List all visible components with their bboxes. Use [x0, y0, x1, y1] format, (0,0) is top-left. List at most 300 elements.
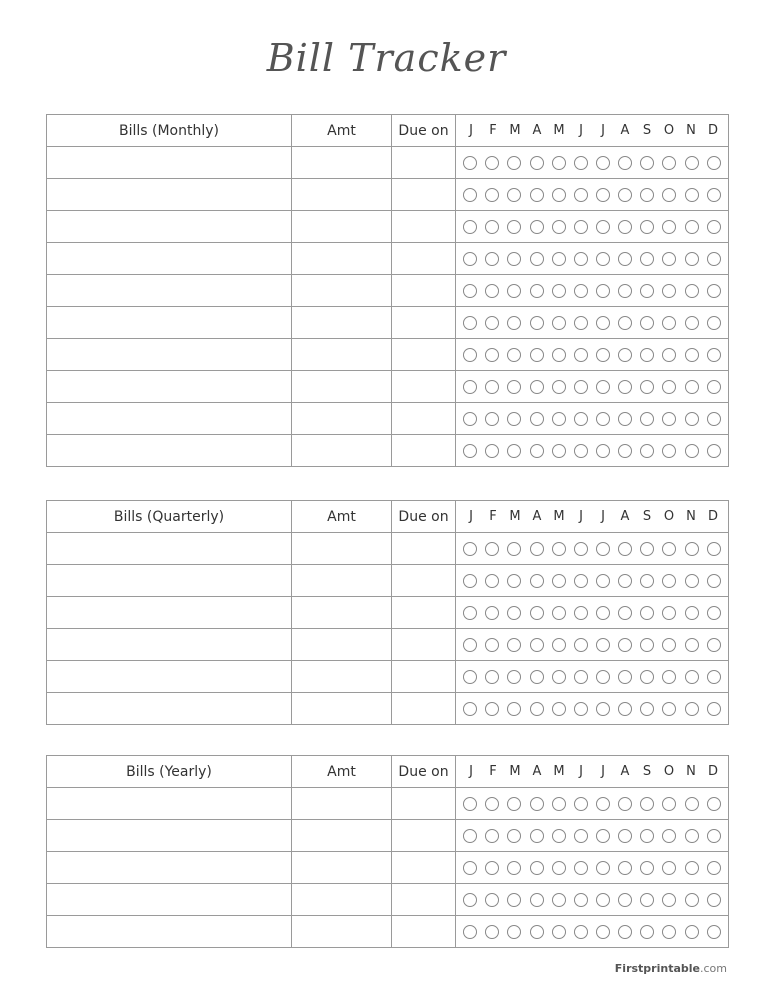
paid-checkbox[interactable]: [530, 156, 544, 170]
paid-checkbox[interactable]: [640, 316, 654, 330]
paid-checkbox[interactable]: [485, 638, 499, 652]
paid-checkbox[interactable]: [685, 638, 699, 652]
paid-checkbox[interactable]: [507, 444, 521, 458]
paid-checkbox[interactable]: [662, 861, 676, 875]
paid-checkbox[interactable]: [463, 574, 477, 588]
paid-checkbox[interactable]: [707, 380, 721, 394]
paid-checkbox[interactable]: [507, 188, 521, 202]
bill-name-cell[interactable]: [47, 211, 292, 243]
paid-checkbox[interactable]: [463, 542, 477, 556]
paid-checkbox[interactable]: [574, 542, 588, 556]
paid-checkbox[interactable]: [530, 220, 544, 234]
paid-checkbox[interactable]: [530, 861, 544, 875]
bill-name-cell[interactable]: [47, 852, 292, 884]
amount-cell[interactable]: [292, 533, 392, 565]
bill-name-cell[interactable]: [47, 884, 292, 916]
paid-checkbox[interactable]: [618, 574, 632, 588]
paid-checkbox[interactable]: [640, 925, 654, 939]
paid-checkbox[interactable]: [685, 574, 699, 588]
paid-checkbox[interactable]: [530, 638, 544, 652]
paid-checkbox[interactable]: [707, 188, 721, 202]
paid-checkbox[interactable]: [662, 444, 676, 458]
paid-checkbox[interactable]: [662, 638, 676, 652]
paid-checkbox[interactable]: [685, 606, 699, 620]
paid-checkbox[interactable]: [618, 797, 632, 811]
due-date-cell[interactable]: [392, 147, 456, 179]
paid-checkbox[interactable]: [662, 412, 676, 426]
paid-checkbox[interactable]: [574, 188, 588, 202]
paid-checkbox[interactable]: [552, 702, 566, 716]
paid-checkbox[interactable]: [662, 316, 676, 330]
paid-checkbox[interactable]: [485, 925, 499, 939]
bill-name-cell[interactable]: [47, 661, 292, 693]
paid-checkbox[interactable]: [530, 316, 544, 330]
paid-checkbox[interactable]: [640, 829, 654, 843]
paid-checkbox[interactable]: [463, 444, 477, 458]
paid-checkbox[interactable]: [707, 156, 721, 170]
amount-cell[interactable]: [292, 339, 392, 371]
paid-checkbox[interactable]: [596, 638, 610, 652]
paid-checkbox[interactable]: [507, 702, 521, 716]
paid-checkbox[interactable]: [574, 574, 588, 588]
bill-name-cell[interactable]: [47, 243, 292, 275]
paid-checkbox[interactable]: [707, 829, 721, 843]
bill-name-cell[interactable]: [47, 339, 292, 371]
paid-checkbox[interactable]: [640, 797, 654, 811]
bill-name-cell[interactable]: [47, 371, 292, 403]
paid-checkbox[interactable]: [640, 284, 654, 298]
paid-checkbox[interactable]: [574, 348, 588, 362]
paid-checkbox[interactable]: [707, 252, 721, 266]
paid-checkbox[interactable]: [463, 412, 477, 426]
paid-checkbox[interactable]: [530, 380, 544, 394]
paid-checkbox[interactable]: [685, 797, 699, 811]
paid-checkbox[interactable]: [574, 252, 588, 266]
paid-checkbox[interactable]: [530, 284, 544, 298]
due-date-cell[interactable]: [392, 661, 456, 693]
amount-cell[interactable]: [292, 916, 392, 948]
paid-checkbox[interactable]: [574, 829, 588, 843]
paid-checkbox[interactable]: [596, 925, 610, 939]
paid-checkbox[interactable]: [707, 348, 721, 362]
paid-checkbox[interactable]: [640, 606, 654, 620]
due-date-cell[interactable]: [392, 403, 456, 435]
paid-checkbox[interactable]: [685, 444, 699, 458]
amount-cell[interactable]: [292, 371, 392, 403]
paid-checkbox[interactable]: [640, 861, 654, 875]
bill-name-cell[interactable]: [47, 275, 292, 307]
due-date-cell[interactable]: [392, 243, 456, 275]
paid-checkbox[interactable]: [463, 220, 477, 234]
paid-checkbox[interactable]: [463, 925, 477, 939]
paid-checkbox[interactable]: [552, 220, 566, 234]
paid-checkbox[interactable]: [530, 829, 544, 843]
amount-cell[interactable]: [292, 243, 392, 275]
due-date-cell[interactable]: [392, 307, 456, 339]
paid-checkbox[interactable]: [574, 284, 588, 298]
due-date-cell[interactable]: [392, 533, 456, 565]
paid-checkbox[interactable]: [685, 670, 699, 684]
paid-checkbox[interactable]: [463, 156, 477, 170]
paid-checkbox[interactable]: [662, 156, 676, 170]
amount-cell[interactable]: [292, 820, 392, 852]
paid-checkbox[interactable]: [574, 316, 588, 330]
paid-checkbox[interactable]: [552, 284, 566, 298]
paid-checkbox[interactable]: [640, 156, 654, 170]
paid-checkbox[interactable]: [618, 702, 632, 716]
paid-checkbox[interactable]: [685, 925, 699, 939]
paid-checkbox[interactable]: [685, 412, 699, 426]
due-date-cell[interactable]: [392, 211, 456, 243]
paid-checkbox[interactable]: [552, 829, 566, 843]
paid-checkbox[interactable]: [596, 156, 610, 170]
paid-checkbox[interactable]: [596, 670, 610, 684]
paid-checkbox[interactable]: [507, 829, 521, 843]
due-date-cell[interactable]: [392, 884, 456, 916]
paid-checkbox[interactable]: [552, 252, 566, 266]
paid-checkbox[interactable]: [640, 702, 654, 716]
paid-checkbox[interactable]: [485, 861, 499, 875]
paid-checkbox[interactable]: [618, 188, 632, 202]
paid-checkbox[interactable]: [552, 444, 566, 458]
paid-checkbox[interactable]: [685, 380, 699, 394]
paid-checkbox[interactable]: [618, 412, 632, 426]
paid-checkbox[interactable]: [640, 444, 654, 458]
amount-cell[interactable]: [292, 852, 392, 884]
paid-checkbox[interactable]: [707, 220, 721, 234]
paid-checkbox[interactable]: [662, 893, 676, 907]
paid-checkbox[interactable]: [485, 797, 499, 811]
paid-checkbox[interactable]: [707, 702, 721, 716]
paid-checkbox[interactable]: [463, 252, 477, 266]
paid-checkbox[interactable]: [507, 156, 521, 170]
amount-cell[interactable]: [292, 884, 392, 916]
paid-checkbox[interactable]: [662, 829, 676, 843]
paid-checkbox[interactable]: [685, 702, 699, 716]
paid-checkbox[interactable]: [485, 156, 499, 170]
paid-checkbox[interactable]: [640, 252, 654, 266]
paid-checkbox[interactable]: [596, 444, 610, 458]
paid-checkbox[interactable]: [463, 670, 477, 684]
amount-cell[interactable]: [292, 307, 392, 339]
paid-checkbox[interactable]: [485, 670, 499, 684]
paid-checkbox[interactable]: [707, 574, 721, 588]
paid-checkbox[interactable]: [552, 156, 566, 170]
paid-checkbox[interactable]: [507, 606, 521, 620]
paid-checkbox[interactable]: [685, 156, 699, 170]
paid-checkbox[interactable]: [574, 702, 588, 716]
paid-checkbox[interactable]: [662, 188, 676, 202]
amount-cell[interactable]: [292, 788, 392, 820]
paid-checkbox[interactable]: [530, 670, 544, 684]
paid-checkbox[interactable]: [707, 638, 721, 652]
paid-checkbox[interactable]: [707, 412, 721, 426]
paid-checkbox[interactable]: [662, 797, 676, 811]
paid-checkbox[interactable]: [640, 542, 654, 556]
paid-checkbox[interactable]: [618, 829, 632, 843]
paid-checkbox[interactable]: [507, 220, 521, 234]
paid-checkbox[interactable]: [530, 574, 544, 588]
bill-name-cell[interactable]: [47, 820, 292, 852]
amount-cell[interactable]: [292, 147, 392, 179]
paid-checkbox[interactable]: [530, 925, 544, 939]
paid-checkbox[interactable]: [463, 861, 477, 875]
paid-checkbox[interactable]: [618, 925, 632, 939]
paid-checkbox[interactable]: [530, 348, 544, 362]
due-date-cell[interactable]: [392, 852, 456, 884]
paid-checkbox[interactable]: [685, 348, 699, 362]
bill-name-cell[interactable]: [47, 629, 292, 661]
paid-checkbox[interactable]: [485, 606, 499, 620]
paid-checkbox[interactable]: [463, 829, 477, 843]
paid-checkbox[interactable]: [596, 380, 610, 394]
paid-checkbox[interactable]: [662, 702, 676, 716]
due-date-cell[interactable]: [392, 693, 456, 725]
paid-checkbox[interactable]: [485, 702, 499, 716]
paid-checkbox[interactable]: [596, 829, 610, 843]
paid-checkbox[interactable]: [574, 861, 588, 875]
bill-name-cell[interactable]: [47, 693, 292, 725]
due-date-cell[interactable]: [392, 275, 456, 307]
paid-checkbox[interactable]: [507, 797, 521, 811]
paid-checkbox[interactable]: [463, 316, 477, 330]
paid-checkbox[interactable]: [463, 348, 477, 362]
due-date-cell[interactable]: [392, 820, 456, 852]
paid-checkbox[interactable]: [507, 670, 521, 684]
paid-checkbox[interactable]: [574, 412, 588, 426]
paid-checkbox[interactable]: [485, 542, 499, 556]
paid-checkbox[interactable]: [530, 252, 544, 266]
paid-checkbox[interactable]: [574, 638, 588, 652]
paid-checkbox[interactable]: [618, 861, 632, 875]
paid-checkbox[interactable]: [618, 606, 632, 620]
paid-checkbox[interactable]: [685, 893, 699, 907]
paid-checkbox[interactable]: [507, 252, 521, 266]
paid-checkbox[interactable]: [662, 574, 676, 588]
paid-checkbox[interactable]: [618, 316, 632, 330]
paid-checkbox[interactable]: [707, 444, 721, 458]
bill-name-cell[interactable]: [47, 916, 292, 948]
paid-checkbox[interactable]: [640, 574, 654, 588]
paid-checkbox[interactable]: [685, 220, 699, 234]
paid-checkbox[interactable]: [552, 670, 566, 684]
paid-checkbox[interactable]: [574, 156, 588, 170]
paid-checkbox[interactable]: [596, 893, 610, 907]
paid-checkbox[interactable]: [618, 348, 632, 362]
paid-checkbox[interactable]: [640, 893, 654, 907]
bill-name-cell[interactable]: [47, 179, 292, 211]
paid-checkbox[interactable]: [596, 412, 610, 426]
paid-checkbox[interactable]: [596, 188, 610, 202]
paid-checkbox[interactable]: [552, 316, 566, 330]
paid-checkbox[interactable]: [662, 925, 676, 939]
due-date-cell[interactable]: [392, 597, 456, 629]
paid-checkbox[interactable]: [507, 348, 521, 362]
paid-checkbox[interactable]: [618, 542, 632, 556]
paid-checkbox[interactable]: [552, 542, 566, 556]
paid-checkbox[interactable]: [596, 252, 610, 266]
paid-checkbox[interactable]: [640, 348, 654, 362]
paid-checkbox[interactable]: [707, 670, 721, 684]
paid-checkbox[interactable]: [507, 542, 521, 556]
paid-checkbox[interactable]: [640, 380, 654, 394]
paid-checkbox[interactable]: [485, 444, 499, 458]
due-date-cell[interactable]: [392, 179, 456, 211]
paid-checkbox[interactable]: [596, 284, 610, 298]
paid-checkbox[interactable]: [574, 670, 588, 684]
amount-cell[interactable]: [292, 597, 392, 629]
paid-checkbox[interactable]: [463, 284, 477, 298]
paid-checkbox[interactable]: [530, 702, 544, 716]
paid-checkbox[interactable]: [640, 188, 654, 202]
amount-cell[interactable]: [292, 565, 392, 597]
paid-checkbox[interactable]: [662, 606, 676, 620]
amount-cell[interactable]: [292, 661, 392, 693]
paid-checkbox[interactable]: [507, 638, 521, 652]
paid-checkbox[interactable]: [463, 702, 477, 716]
paid-checkbox[interactable]: [662, 348, 676, 362]
bill-name-cell[interactable]: [47, 403, 292, 435]
bill-name-cell[interactable]: [47, 788, 292, 820]
paid-checkbox[interactable]: [507, 574, 521, 588]
paid-checkbox[interactable]: [574, 220, 588, 234]
paid-checkbox[interactable]: [530, 412, 544, 426]
due-date-cell[interactable]: [392, 371, 456, 403]
bill-name-cell[interactable]: [47, 597, 292, 629]
paid-checkbox[interactable]: [640, 670, 654, 684]
paid-checkbox[interactable]: [507, 861, 521, 875]
paid-checkbox[interactable]: [662, 542, 676, 556]
due-date-cell[interactable]: [392, 788, 456, 820]
paid-checkbox[interactable]: [574, 606, 588, 620]
paid-checkbox[interactable]: [640, 638, 654, 652]
bill-name-cell[interactable]: [47, 533, 292, 565]
paid-checkbox[interactable]: [507, 925, 521, 939]
paid-checkbox[interactable]: [685, 284, 699, 298]
paid-checkbox[interactable]: [574, 925, 588, 939]
amount-cell[interactable]: [292, 629, 392, 661]
paid-checkbox[interactable]: [463, 606, 477, 620]
paid-checkbox[interactable]: [485, 829, 499, 843]
due-date-cell[interactable]: [392, 916, 456, 948]
paid-checkbox[interactable]: [485, 188, 499, 202]
paid-checkbox[interactable]: [574, 380, 588, 394]
amount-cell[interactable]: [292, 275, 392, 307]
paid-checkbox[interactable]: [618, 252, 632, 266]
paid-checkbox[interactable]: [463, 797, 477, 811]
paid-checkbox[interactable]: [552, 380, 566, 394]
paid-checkbox[interactable]: [530, 606, 544, 620]
paid-checkbox[interactable]: [485, 380, 499, 394]
paid-checkbox[interactable]: [507, 893, 521, 907]
paid-checkbox[interactable]: [685, 861, 699, 875]
paid-checkbox[interactable]: [707, 893, 721, 907]
paid-checkbox[interactable]: [596, 348, 610, 362]
paid-checkbox[interactable]: [530, 542, 544, 556]
paid-checkbox[interactable]: [485, 220, 499, 234]
paid-checkbox[interactable]: [685, 188, 699, 202]
paid-checkbox[interactable]: [596, 220, 610, 234]
due-date-cell[interactable]: [392, 435, 456, 467]
paid-checkbox[interactable]: [552, 574, 566, 588]
paid-checkbox[interactable]: [552, 893, 566, 907]
paid-checkbox[interactable]: [507, 380, 521, 394]
paid-checkbox[interactable]: [530, 797, 544, 811]
paid-checkbox[interactable]: [485, 284, 499, 298]
paid-checkbox[interactable]: [662, 380, 676, 394]
paid-checkbox[interactable]: [707, 606, 721, 620]
paid-checkbox[interactable]: [596, 797, 610, 811]
paid-checkbox[interactable]: [485, 348, 499, 362]
paid-checkbox[interactable]: [685, 316, 699, 330]
paid-checkbox[interactable]: [552, 861, 566, 875]
paid-checkbox[interactable]: [618, 444, 632, 458]
paid-checkbox[interactable]: [662, 252, 676, 266]
paid-checkbox[interactable]: [485, 252, 499, 266]
amount-cell[interactable]: [292, 435, 392, 467]
paid-checkbox[interactable]: [707, 542, 721, 556]
paid-checkbox[interactable]: [707, 925, 721, 939]
paid-checkbox[interactable]: [552, 797, 566, 811]
paid-checkbox[interactable]: [507, 412, 521, 426]
paid-checkbox[interactable]: [662, 284, 676, 298]
bill-name-cell[interactable]: [47, 307, 292, 339]
paid-checkbox[interactable]: [552, 606, 566, 620]
paid-checkbox[interactable]: [530, 188, 544, 202]
paid-checkbox[interactable]: [574, 893, 588, 907]
paid-checkbox[interactable]: [485, 316, 499, 330]
paid-checkbox[interactable]: [574, 444, 588, 458]
amount-cell[interactable]: [292, 403, 392, 435]
paid-checkbox[interactable]: [574, 797, 588, 811]
paid-checkbox[interactable]: [618, 284, 632, 298]
paid-checkbox[interactable]: [596, 542, 610, 556]
paid-checkbox[interactable]: [507, 316, 521, 330]
paid-checkbox[interactable]: [662, 220, 676, 234]
paid-checkbox[interactable]: [640, 220, 654, 234]
paid-checkbox[interactable]: [596, 574, 610, 588]
due-date-cell[interactable]: [392, 339, 456, 371]
bill-name-cell[interactable]: [47, 435, 292, 467]
due-date-cell[interactable]: [392, 629, 456, 661]
paid-checkbox[interactable]: [618, 220, 632, 234]
paid-checkbox[interactable]: [618, 638, 632, 652]
paid-checkbox[interactable]: [530, 893, 544, 907]
paid-checkbox[interactable]: [552, 188, 566, 202]
paid-checkbox[interactable]: [485, 574, 499, 588]
due-date-cell[interactable]: [392, 565, 456, 597]
paid-checkbox[interactable]: [618, 670, 632, 684]
paid-checkbox[interactable]: [507, 284, 521, 298]
paid-checkbox[interactable]: [485, 893, 499, 907]
paid-checkbox[interactable]: [685, 829, 699, 843]
paid-checkbox[interactable]: [530, 444, 544, 458]
paid-checkbox[interactable]: [707, 797, 721, 811]
paid-checkbox[interactable]: [596, 702, 610, 716]
amount-cell[interactable]: [292, 211, 392, 243]
paid-checkbox[interactable]: [485, 412, 499, 426]
paid-checkbox[interactable]: [552, 925, 566, 939]
paid-checkbox[interactable]: [552, 412, 566, 426]
paid-checkbox[interactable]: [707, 316, 721, 330]
paid-checkbox[interactable]: [463, 380, 477, 394]
paid-checkbox[interactable]: [618, 380, 632, 394]
amount-cell[interactable]: [292, 693, 392, 725]
paid-checkbox[interactable]: [463, 188, 477, 202]
paid-checkbox[interactable]: [552, 348, 566, 362]
paid-checkbox[interactable]: [618, 156, 632, 170]
paid-checkbox[interactable]: [596, 861, 610, 875]
